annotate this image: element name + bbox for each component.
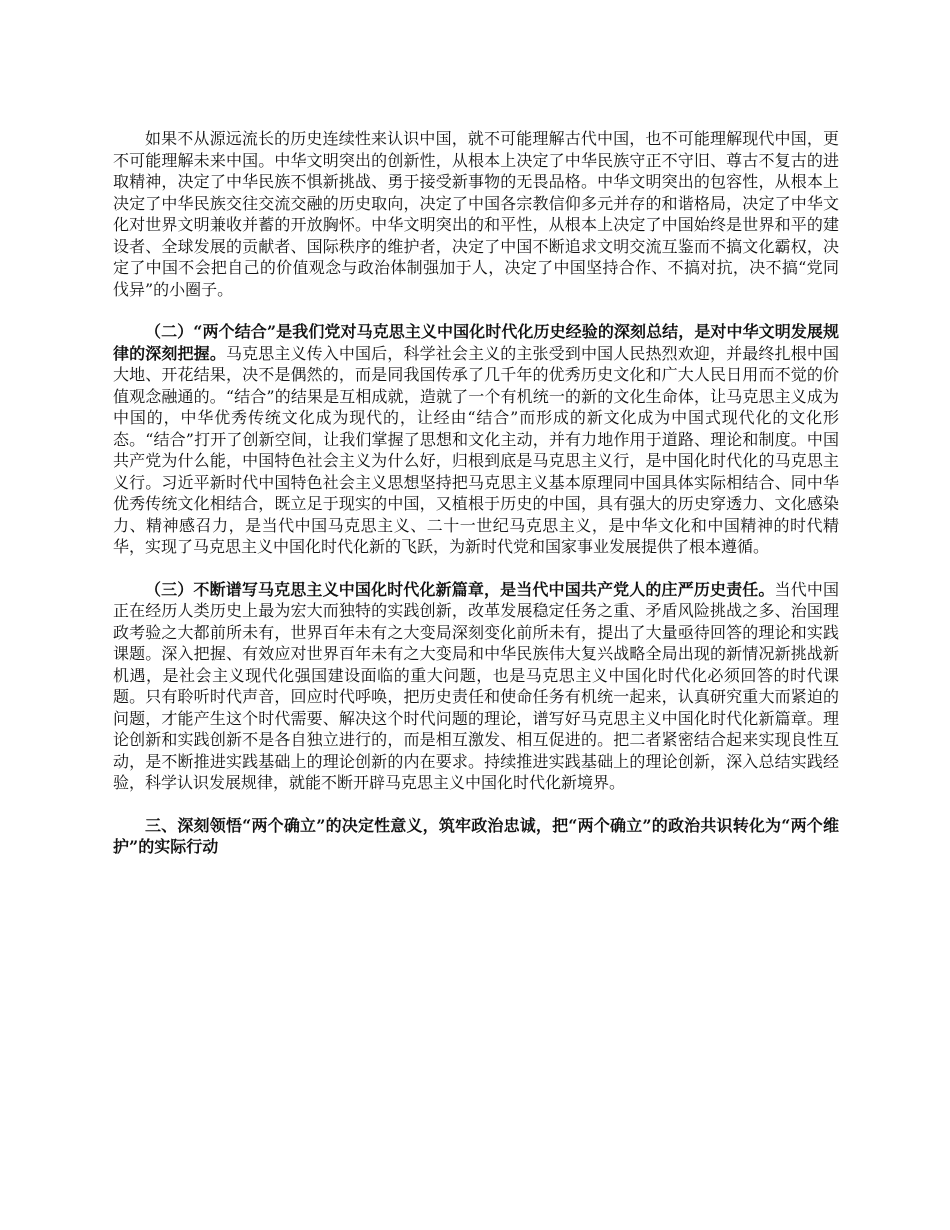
paragraph-body: 当代中国正在经历人类历史上最为宏大而独特的实践创新，改革发展稳定任务之重、矛盾风险挑战之多、治国理政考验之大都前所未有，世界百年未有之大变局深刻变化前所未有，提出了大量亟待回答的理论和实践课题。深入把握、有效应对世界百年未有之大变局和中华民族伟大复兴战略全局出现的新情况新挑战新机遇，是社会主义现代化强国建设面临的重大问题，也是马克思主义中国化时代化必须回答的时代课题。只有聆听时代声音，回应时代呼唤，把历史责任和使命任务有机统一起来，认真研究重大而紧迫的问题，才能产生这个时代需要、解决这个时代问题的理论，谱写好马克思主义中国化时代化新篇章。理论创新和实践创新不是各自独立进行的，而是相互激发、相互促进的。把二者紧密结合起来实现良性互动，是不断推进实践基础上的理论创新的内在要求。持续推进实践基础上的理论创新，深入总结实践经验，科学认识发展规律，就能不断开辟马克思主义中国化时代化新境界。 xyxy=(113,579,839,792)
paragraph-two-combinations xyxy=(113,321,839,558)
section-heading: 三、深刻领悟“两个确立”的决定性意义，筑牢政治忠诚，把“两个确立”的政治共识转化为“两个维护”的实际行动 xyxy=(113,815,839,856)
paragraph-lead: （二）“两个结合”是我们党对马克思主义中国化时代化历史经验的深刻总结，是对中华文明发展规律的深刻把握。 xyxy=(113,322,839,363)
paragraph-new-chapter xyxy=(113,579,839,794)
paragraph-civilization-traits xyxy=(113,128,839,300)
document-page xyxy=(113,128,839,858)
paragraph-body: 马克思主义传入中国后，科学社会主义的主张受到中国人民热烈欢迎，并最终扎根中国大地、开花结果，决不是偶然的，而是同我国传承了几千年的优秀历史文化和广大人民日用而不觉的价值观念融通的。“结合”的结果是互相成就，造就了一个有机统一的新的文化生命体，让马克思主义成为中国的，中华优秀传统文化成为现代的，让经由“结合”而形成的新文化成为中国式现代化的文化形态。“结合”打开了创新空间，让我们掌握了思想和文化主动，并有力地作用于道路、理论和制度。中国共产党为什么能，中国特色社会主义为什么好，归根到底是马克思主义行，是中国化时代化的马克思主义行。习近平新时代中国特色社会主义思想坚持把马克思主义基本原理同中国具体实际相结合、同中华优秀传统文化相结合，既立足于现实的中国，又植根于历史的中国，具有强大的历史穿透力、文化感染力、精神感召力，是当代中国马克思主义、二十一世纪马克思主义，是中华文化和中国精神的时代精华，实现了马克思主义中国化时代化新的飞跃，为新时代党和国家事业发展提供了根本遵循。 xyxy=(113,343,839,556)
paragraph-lead: （三）不断谱写马克思主义中国化时代化新篇章，是当代中国共产党人的庄严历史责任。 xyxy=(145,579,775,599)
paragraph-body: 如果不从源远流长的历史连续性来认识中国，就不可能理解古代中国，也不可能理解现代中国，更不可能理解未来中国。中华文明突出的创新性，从根本上决定了中华民族守正不守旧、尊古不复古的进取精神，决定了中华民族不惧新挑战、勇于接受新事物的无畏品格。中华文明突出的包容性，从根本上决定了中华民族交往交流交融的历史取向，决定了中国各宗教信仰多元并存的和谐格局，决定了中华文化对世界文明兼收并蓄的开放胸怀。中华文明突出的和平性，从根本上决定了中国始终是世界和平的建设者、全球发展的贡献者、国际秩序的维护者，决定了中国不断追求文明交流互鉴而不搞文化霸权，决定了中国不会把自己的价值观念与政治体制强加于人，决定了中国坚持合作、不搞对抗，决不搞“党同伐异”的小圈子。 xyxy=(113,129,839,299)
